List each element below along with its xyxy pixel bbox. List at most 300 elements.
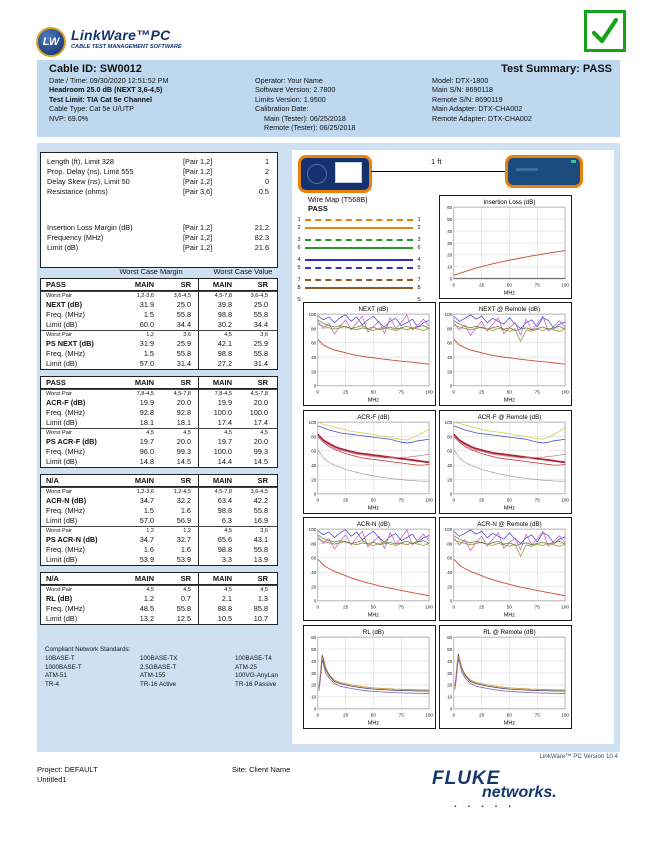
measurement-value: 31.9 bbox=[139, 300, 154, 309]
svg-text:25: 25 bbox=[479, 498, 485, 504]
worst-case-section bbox=[40, 572, 278, 625]
measurement-value: 55.8 bbox=[161, 349, 199, 359]
wire-number-right: 2 bbox=[417, 224, 421, 231]
result-label: Insertion Loss Margin (dB) bbox=[47, 223, 133, 232]
measurement-value: 55.8 bbox=[161, 604, 199, 614]
svg-text:60: 60 bbox=[447, 449, 453, 455]
measurement-value: 19.9 bbox=[217, 398, 232, 407]
measurement-value: 3,6-4,5 bbox=[250, 293, 268, 299]
measurement-value: 4,5-7,8 bbox=[214, 489, 232, 495]
svg-text:60: 60 bbox=[311, 556, 317, 562]
measurement-value: 1,2 bbox=[146, 332, 154, 338]
remote-adapter: Remote Adapter: DTX-CHA002 bbox=[432, 113, 532, 123]
fluke-networks-logo bbox=[432, 768, 557, 810]
wire-number-right: 4 bbox=[417, 256, 421, 263]
measurement-value: 57.0 bbox=[139, 359, 154, 368]
chart-rl-remote bbox=[439, 625, 572, 729]
svg-text:100: 100 bbox=[444, 527, 453, 533]
section-header-row bbox=[41, 475, 277, 487]
measurement-value: 1.5 bbox=[143, 310, 154, 319]
section-header-row bbox=[41, 279, 277, 291]
result-label: Prop. Delay (ns), Limit 555 bbox=[47, 167, 134, 176]
wiremap-title: Wire Map (T568B) bbox=[308, 195, 368, 204]
measurement-row bbox=[41, 604, 277, 614]
measurement-value: 99.3 bbox=[161, 447, 199, 457]
measurement-value: 4,5 bbox=[224, 528, 232, 534]
remote-led bbox=[571, 160, 576, 163]
measurement-value: 98.8 bbox=[217, 310, 232, 319]
result-label: Frequency (MHz) bbox=[47, 233, 104, 242]
svg-text:40: 40 bbox=[447, 355, 453, 361]
result-pair: [Pair 3,6] bbox=[183, 187, 213, 196]
svg-text:20: 20 bbox=[311, 370, 317, 376]
svg-text:60: 60 bbox=[447, 341, 453, 347]
result-pair: [Pair 1,2] bbox=[183, 233, 213, 242]
svg-text:25: 25 bbox=[343, 713, 349, 719]
standards-title: Compliant Network Standards: bbox=[45, 646, 131, 653]
svg-text:MHz: MHz bbox=[367, 720, 379, 727]
remote-marking bbox=[516, 168, 538, 171]
worst-case-value-header: Worst Case Value bbox=[213, 267, 273, 276]
measurement-row bbox=[41, 330, 277, 339]
measurement-label: ACR-N (dB) bbox=[46, 496, 87, 505]
measurement-label: Limit (dB) bbox=[46, 320, 78, 329]
svg-text:100: 100 bbox=[425, 605, 434, 611]
main-tester-date: Main (Tester): 06/25/2018 bbox=[264, 113, 346, 123]
pass-checkbox bbox=[584, 10, 626, 52]
standard-item: TR-16 Active bbox=[140, 681, 177, 689]
wire-row bbox=[295, 236, 423, 243]
measurement-value: 48.5 bbox=[139, 604, 154, 613]
svg-text:25: 25 bbox=[343, 605, 349, 611]
measurement-value: 1,2 bbox=[146, 528, 154, 534]
calibration-date: Calibration Date: bbox=[255, 104, 309, 114]
measurement-value: 65.6 bbox=[217, 535, 232, 544]
measurement-value: 34.4 bbox=[253, 320, 268, 329]
chart-svg bbox=[304, 518, 435, 620]
main-sn: Main S/N: 8690118 bbox=[432, 85, 493, 95]
standard-item: ATM-51 bbox=[45, 672, 67, 680]
header-right bbox=[432, 76, 617, 123]
svg-text:MHz: MHz bbox=[367, 505, 379, 512]
measurement-value: 4,5 bbox=[224, 430, 232, 436]
link-cable-line bbox=[371, 171, 505, 172]
wire-number-left: 8 bbox=[297, 284, 301, 291]
test-limit: Test Limit: TIA Cat 5e Channel bbox=[49, 94, 153, 104]
measurement-value: 100.0 bbox=[213, 447, 232, 456]
measurement-label: Freq. (MHz) bbox=[46, 310, 85, 319]
chart-svg bbox=[440, 196, 571, 298]
measurement-value: 32.7 bbox=[161, 535, 199, 545]
measurement-label: NEXT (dB) bbox=[46, 300, 83, 309]
measurement-value: 4,5-7,8 bbox=[214, 293, 232, 299]
cable-type: Cable Type: Cat 5e U/UTP bbox=[49, 104, 134, 114]
measurement-row bbox=[41, 339, 277, 349]
measurement-label: Freq. (MHz) bbox=[46, 604, 85, 613]
result-value: 82.3 bbox=[254, 233, 269, 242]
wire-line bbox=[305, 239, 413, 241]
measurement-value: 100.0 bbox=[249, 408, 268, 417]
standard-item: ATM-155 bbox=[140, 672, 166, 680]
measurement-value: 92.8 bbox=[139, 408, 154, 417]
col-header: SR bbox=[257, 280, 268, 289]
result-row bbox=[41, 157, 277, 167]
svg-text:10: 10 bbox=[447, 695, 453, 701]
measurement-value: 31.4 bbox=[161, 359, 199, 369]
measurement-label: Worst Pair bbox=[46, 332, 73, 338]
chart-acrf-remote bbox=[439, 410, 572, 514]
wire-number-right: S bbox=[417, 296, 421, 303]
software-version: Software Version: 2.7800 bbox=[255, 85, 336, 95]
col-header: MAIN bbox=[212, 574, 232, 583]
measurement-label: ACR-F (dB) bbox=[46, 398, 86, 407]
measurement-value: 1.3 bbox=[257, 594, 268, 603]
col-header: SR bbox=[161, 377, 199, 388]
svg-text:40: 40 bbox=[311, 659, 317, 665]
svg-text:20: 20 bbox=[311, 478, 317, 484]
chart-insertion-loss bbox=[439, 195, 572, 299]
measurement-value: 55.8 bbox=[253, 349, 268, 358]
svg-text:60: 60 bbox=[311, 635, 317, 641]
measurement-label: PS ACR-N (dB) bbox=[46, 535, 98, 544]
svg-text:30: 30 bbox=[447, 241, 453, 247]
wiremap-panel bbox=[295, 195, 423, 303]
svg-text:ACR-F @ Remote (dB): ACR-F @ Remote (dB) bbox=[477, 414, 542, 422]
svg-text:100: 100 bbox=[308, 420, 317, 426]
svg-text:75: 75 bbox=[534, 605, 540, 611]
col-header: MAIN bbox=[134, 574, 154, 583]
measurement-label: Worst Pair bbox=[46, 391, 73, 397]
worst-case-section bbox=[40, 376, 278, 468]
svg-text:MHz: MHz bbox=[503, 612, 515, 619]
measurement-label: Limit (dB) bbox=[46, 614, 78, 623]
standard-item: 2.5GBASE-T bbox=[140, 663, 177, 671]
measurement-label: Limit (dB) bbox=[46, 516, 78, 525]
measurement-value: 60.0 bbox=[139, 320, 154, 329]
measurement-value: 3,6-4,5 bbox=[161, 292, 199, 300]
standard-item: TR-4 bbox=[45, 681, 59, 689]
headroom: Headroom 25.0 dB (NEXT 3,6-4,5) bbox=[49, 85, 163, 95]
wire-number-left: 4 bbox=[297, 256, 301, 263]
svg-text:10: 10 bbox=[447, 265, 453, 271]
worst-case-margin-header: Worst Case Margin bbox=[119, 267, 183, 276]
svg-text:80: 80 bbox=[311, 435, 317, 441]
measurement-value: 13.2 bbox=[139, 614, 154, 623]
measurement-value: 14.5 bbox=[253, 457, 268, 466]
wire-line bbox=[305, 227, 413, 229]
svg-text:100: 100 bbox=[561, 605, 570, 611]
svg-text:75: 75 bbox=[398, 605, 404, 611]
measurement-value: 25.9 bbox=[253, 339, 268, 348]
measurement-value: 1.5 bbox=[143, 506, 154, 515]
measurement-value: 19.7 bbox=[217, 437, 232, 446]
measurement-row bbox=[41, 594, 277, 604]
remote-tester-date: Remote (Tester): 06/25/2018 bbox=[264, 123, 356, 133]
svg-text:75: 75 bbox=[534, 283, 540, 289]
project-label: Project: DEFAULT bbox=[37, 765, 98, 774]
col-header: MAIN bbox=[134, 476, 154, 485]
svg-text:100: 100 bbox=[561, 390, 570, 396]
wire-number-right: 1 bbox=[417, 216, 421, 223]
measurement-value: 19.7 bbox=[139, 437, 154, 446]
measurement-value: 4,5 bbox=[161, 586, 199, 594]
measurement-value: 27.2 bbox=[217, 359, 232, 368]
measurement-value: 39.8 bbox=[217, 300, 232, 309]
chart-svg bbox=[440, 518, 571, 620]
result-row bbox=[41, 167, 277, 177]
svg-text:100: 100 bbox=[561, 713, 570, 719]
result-value: 0 bbox=[264, 177, 269, 186]
svg-text:NEXT (dB): NEXT (dB) bbox=[358, 306, 389, 314]
measurement-value: 3,6-4,5 bbox=[250, 489, 268, 495]
svg-text:0: 0 bbox=[452, 498, 456, 504]
svg-text:20: 20 bbox=[447, 253, 453, 259]
result-pair: [Pair 1,2] bbox=[183, 177, 213, 186]
svg-text:ACR-F (dB): ACR-F (dB) bbox=[357, 414, 390, 422]
result-row bbox=[41, 187, 277, 197]
measurement-value: 0.7 bbox=[161, 594, 199, 604]
measurement-value: 34.7 bbox=[139, 496, 154, 505]
measurement-row bbox=[41, 496, 277, 506]
measurement-label: Worst Pair bbox=[46, 489, 73, 495]
chart-svg bbox=[304, 411, 435, 513]
measurement-value: 10.7 bbox=[253, 614, 268, 623]
chart-svg bbox=[440, 626, 571, 728]
measurement-label: RL (dB) bbox=[46, 594, 73, 603]
svg-text:50: 50 bbox=[506, 283, 513, 289]
wire-number-right: 8 bbox=[417, 284, 421, 291]
measurement-row bbox=[41, 545, 277, 555]
svg-text:0: 0 bbox=[316, 498, 320, 504]
svg-text:0: 0 bbox=[449, 599, 453, 605]
svg-text:ACR-N @ Remote (dB): ACR-N @ Remote (dB) bbox=[477, 521, 542, 529]
svg-text:ACR-N (dB): ACR-N (dB) bbox=[356, 521, 390, 529]
wire-line bbox=[305, 267, 413, 269]
svg-text:60: 60 bbox=[447, 205, 453, 211]
section-status: PASS bbox=[46, 280, 66, 289]
measurement-value: 20.0 bbox=[253, 398, 268, 407]
result-row bbox=[41, 223, 277, 233]
measurement-row bbox=[41, 428, 277, 437]
chart-svg bbox=[440, 411, 571, 513]
svg-text:20: 20 bbox=[447, 585, 453, 591]
svg-text:20: 20 bbox=[447, 370, 453, 376]
wire-number-left: 3 bbox=[297, 236, 301, 243]
main-adapter: Main Adapter: DTX-CHA002 bbox=[432, 104, 523, 114]
wire-line bbox=[305, 287, 413, 289]
svg-text:100: 100 bbox=[444, 420, 453, 426]
chart-acrn-remote bbox=[439, 517, 572, 621]
compliant-standards bbox=[45, 646, 345, 690]
svg-text:100: 100 bbox=[561, 283, 570, 289]
measurement-value: 98.8 bbox=[217, 349, 232, 358]
remote-tester-image bbox=[505, 155, 583, 188]
measurement-value: 1.6 bbox=[143, 545, 154, 554]
cable-id: Cable ID: SW0012 bbox=[49, 63, 142, 75]
svg-text:60: 60 bbox=[311, 341, 317, 347]
svg-text:40: 40 bbox=[447, 463, 453, 469]
measurement-value: 25.0 bbox=[253, 300, 268, 309]
measurement-value: 4,5-7,8 bbox=[161, 390, 199, 398]
remote-sn: Remote S/N: 8690119 bbox=[432, 94, 503, 104]
svg-text:NEXT @ Remote (dB): NEXT @ Remote (dB) bbox=[478, 306, 541, 314]
model: Model: DTX-1800 bbox=[432, 76, 489, 85]
result-value: 21.2 bbox=[254, 223, 269, 232]
measurement-row bbox=[41, 487, 277, 496]
measurement-value: 20.0 bbox=[161, 398, 199, 408]
measurement-label: Worst Pair bbox=[46, 528, 73, 534]
measurement-value: 25.9 bbox=[161, 339, 199, 349]
standards-column bbox=[45, 655, 140, 690]
cable-length-label: 1 ft bbox=[431, 157, 442, 166]
svg-text:30: 30 bbox=[311, 671, 317, 677]
length-results-box bbox=[40, 152, 278, 268]
svg-text:50: 50 bbox=[370, 605, 377, 611]
measurement-value: 2.1 bbox=[221, 594, 232, 603]
wire-number-left: 1 bbox=[297, 216, 301, 223]
svg-text:40: 40 bbox=[447, 570, 453, 576]
chart-acrf bbox=[303, 410, 436, 514]
wire-line bbox=[305, 247, 413, 249]
result-label: Length (ft), Limit 328 bbox=[47, 157, 114, 166]
linkware-logo bbox=[36, 27, 182, 57]
svg-text:0: 0 bbox=[313, 492, 317, 498]
tester-screen bbox=[335, 162, 362, 183]
measurement-row bbox=[41, 585, 277, 594]
measurement-value: 16.9 bbox=[253, 516, 268, 525]
svg-text:80: 80 bbox=[311, 327, 317, 333]
result-pair: [Pair 1,2] bbox=[183, 223, 213, 232]
result-value: 0.5 bbox=[258, 187, 269, 196]
wire-number-left: 7 bbox=[297, 276, 301, 283]
wire-row bbox=[295, 216, 423, 223]
result-row bbox=[41, 243, 277, 253]
measurement-value: 1,2 bbox=[161, 527, 199, 535]
svg-text:0: 0 bbox=[313, 384, 317, 390]
col-header: MAIN bbox=[134, 378, 154, 387]
wire-row bbox=[295, 256, 423, 263]
svg-text:0: 0 bbox=[313, 599, 317, 605]
svg-text:80: 80 bbox=[447, 542, 453, 548]
svg-text:25: 25 bbox=[343, 390, 349, 396]
measurement-row bbox=[41, 516, 277, 526]
measurement-value: 85.8 bbox=[253, 604, 268, 613]
measurement-row bbox=[41, 506, 277, 516]
svg-text:40: 40 bbox=[311, 463, 317, 469]
measurement-value: 1.6 bbox=[161, 545, 199, 555]
section-status: PASS bbox=[46, 378, 66, 387]
chart-next-remote bbox=[439, 302, 572, 406]
wire-line bbox=[305, 259, 413, 261]
header-middle bbox=[255, 76, 430, 132]
svg-text:10: 10 bbox=[311, 695, 317, 701]
wire-row bbox=[295, 284, 423, 291]
checkmark-icon bbox=[587, 13, 623, 49]
svg-text:40: 40 bbox=[447, 659, 453, 665]
worst-case-section bbox=[40, 278, 278, 370]
measurement-value: 3,6 bbox=[260, 332, 268, 338]
svg-text:RL @ Remote (dB): RL @ Remote (dB) bbox=[483, 629, 536, 637]
measurement-value: 57.0 bbox=[139, 516, 154, 525]
measurement-value: 98.8 bbox=[217, 506, 232, 515]
chart-svg bbox=[304, 303, 435, 405]
measurement-label: Limit (dB) bbox=[46, 359, 78, 368]
svg-text:0: 0 bbox=[452, 713, 456, 719]
measurement-value: 1,2-3,6 bbox=[136, 293, 154, 299]
wiremap-rows bbox=[295, 216, 423, 303]
results-panel bbox=[37, 143, 620, 752]
measurement-value: 100.0 bbox=[213, 408, 232, 417]
chart-next bbox=[303, 302, 436, 406]
measurement-value: 55.8 bbox=[253, 545, 268, 554]
measurement-value: 99.3 bbox=[253, 447, 268, 456]
svg-text:100: 100 bbox=[425, 713, 434, 719]
measurement-label: PS NEXT (dB) bbox=[46, 339, 94, 348]
svg-text:50: 50 bbox=[370, 713, 377, 719]
svg-text:MHz: MHz bbox=[503, 505, 515, 512]
svg-text:80: 80 bbox=[447, 435, 453, 441]
measurement-row bbox=[41, 408, 277, 418]
svg-text:25: 25 bbox=[479, 605, 485, 611]
svg-text:0: 0 bbox=[452, 605, 456, 611]
measurement-value: 7,8-4,5 bbox=[214, 391, 232, 397]
chart-svg bbox=[440, 303, 571, 405]
measurement-value: 13.9 bbox=[253, 555, 268, 564]
measurement-row bbox=[41, 320, 277, 330]
measurement-value: 14.5 bbox=[161, 457, 199, 467]
test-summary: Test Summary: PASS bbox=[501, 63, 612, 75]
measurement-row bbox=[41, 526, 277, 535]
wire-number-left: 5 bbox=[297, 264, 301, 271]
chart-svg bbox=[304, 626, 435, 728]
col-header: SR bbox=[257, 378, 268, 387]
svg-text:20: 20 bbox=[311, 585, 317, 591]
svg-text:100: 100 bbox=[425, 498, 434, 504]
measurement-label: Worst Pair bbox=[46, 430, 73, 436]
measurement-row bbox=[41, 389, 277, 398]
svg-text:75: 75 bbox=[398, 713, 404, 719]
measurement-value: 98.8 bbox=[217, 545, 232, 554]
measurement-label: Freq. (MHz) bbox=[46, 545, 85, 554]
wire-row bbox=[295, 244, 423, 251]
col-header: SR bbox=[257, 476, 268, 485]
measurement-value: 43.1 bbox=[253, 535, 268, 544]
standard-item: ATM-25 bbox=[235, 663, 257, 671]
measurement-value: 34.4 bbox=[161, 320, 199, 330]
svg-text:50: 50 bbox=[506, 713, 513, 719]
svg-text:75: 75 bbox=[398, 390, 404, 396]
svg-text:80: 80 bbox=[447, 327, 453, 333]
wire-line bbox=[305, 219, 413, 221]
result-label: Limit (dB) bbox=[47, 243, 79, 252]
svg-text:40: 40 bbox=[447, 229, 453, 235]
measurement-label: Freq. (MHz) bbox=[46, 506, 85, 515]
standard-item: TR-16 Passive bbox=[235, 681, 277, 689]
section-header-row bbox=[41, 377, 277, 389]
measurement-value: 18.1 bbox=[139, 418, 154, 427]
section-status: N/A bbox=[46, 476, 59, 485]
measurement-label: Limit (dB) bbox=[46, 555, 78, 564]
result-label: Delay Skew (ns), Limit 50 bbox=[47, 177, 130, 186]
svg-text:25: 25 bbox=[343, 498, 349, 504]
measurement-value: 7,8-4,5 bbox=[136, 391, 154, 397]
footer-site: Site: Client Name bbox=[232, 765, 291, 774]
svg-text:25: 25 bbox=[479, 283, 485, 289]
measurement-row bbox=[41, 291, 277, 300]
fluke-wordmark: FLUKE bbox=[432, 768, 501, 789]
measurement-value: 4,5 bbox=[260, 587, 268, 593]
measurement-value: 55.8 bbox=[253, 310, 268, 319]
